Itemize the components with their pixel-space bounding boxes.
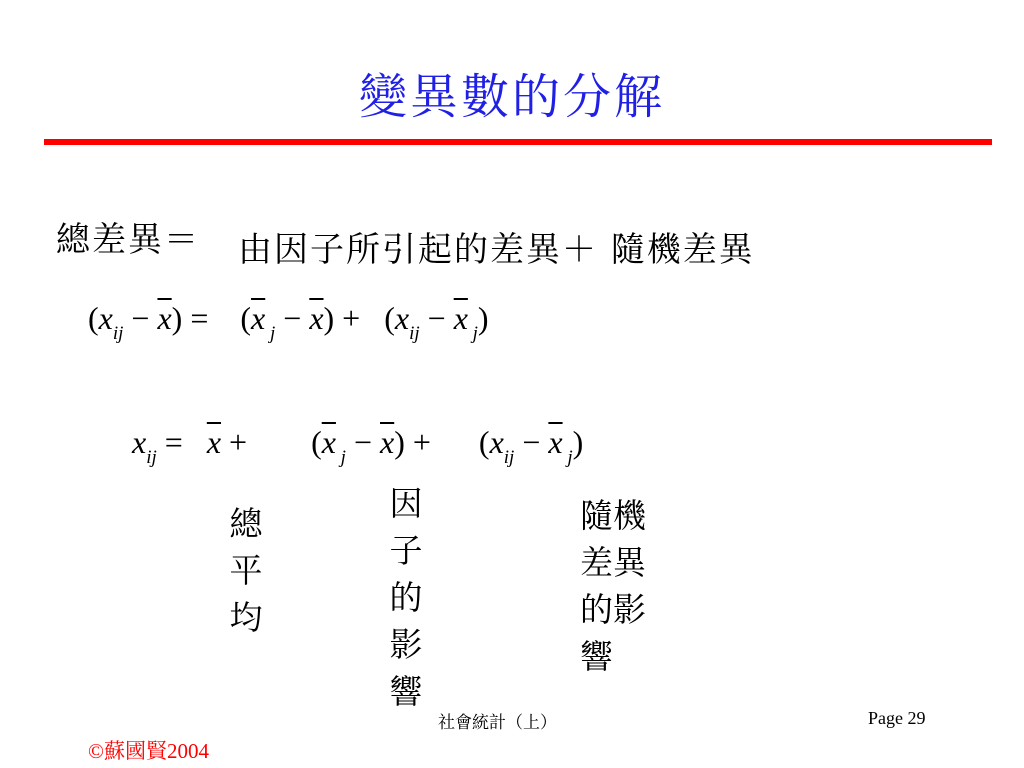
random-effect-line4: 響 xyxy=(580,637,613,676)
copyright-notice: ©蘇國賢2004 xyxy=(88,739,209,763)
total-variation-label: 總差異＝ xyxy=(56,220,200,260)
footer-page-number: Page 29 xyxy=(868,708,926,728)
random-effect-line3: 的影 xyxy=(580,590,646,629)
title-divider xyxy=(44,139,992,145)
equation-deviation: $(x_{ij} - \overline{x})$ = ($\overline{x}$ $_j - \overline{x}) + (x_{ij} - \overline{x}$ $_j$) xyxy=(88,300,489,344)
equation-model: $x_{ij} = \overline{x}$ + ($\overline{x}$ $_j - \overline{x}$) + ($x_{ij} - \overline{x}$ $_j$) xyxy=(132,424,584,468)
slide-title: 變異數的分解 xyxy=(358,69,665,125)
factor-effect-annotation: 因子的影響 xyxy=(389,484,423,711)
decomposition-text: 由因子所引起的差異＋ 隨機差異 xyxy=(238,230,755,270)
random-effect-line1: 隨機 xyxy=(580,496,646,535)
footer-course: 社會統計（上） xyxy=(438,713,557,733)
random-effect-line2: 差異 xyxy=(580,543,646,582)
random-effect-annotation xyxy=(580,492,660,680)
grand-mean-annotation: 總平均 xyxy=(229,504,263,637)
